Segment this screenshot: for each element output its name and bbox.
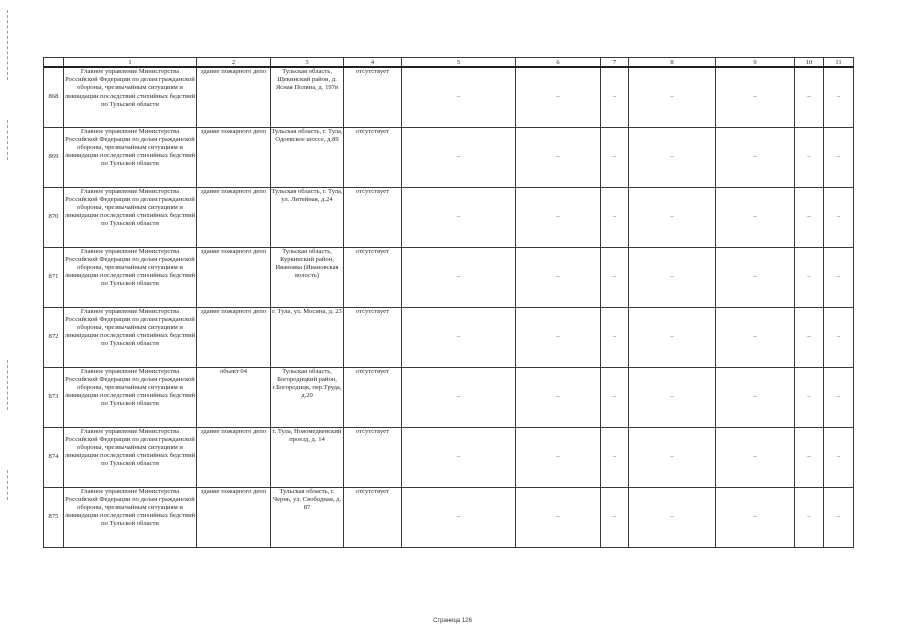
dash-cell: – (716, 127, 795, 187)
dash-cell: – (629, 307, 716, 367)
page-number: Страница 126 (433, 618, 472, 624)
header-cell: 3 (271, 58, 344, 68)
header-cell: 4 (344, 58, 402, 68)
dash-cell: – (795, 487, 824, 547)
dash-cell: – (402, 127, 516, 187)
dash-cell: – (601, 487, 629, 547)
dash-cell: – (824, 127, 854, 187)
address-cell: Тульская область, г. Тула, ул. Литейная, д.24 (271, 187, 344, 247)
dash-cell: – (516, 427, 601, 487)
dash-cell: – (402, 367, 516, 427)
object-type-cell: здание пожарного депо (197, 247, 271, 307)
dash-cell: – (601, 187, 629, 247)
object-type-cell: здание пожарного депо (197, 187, 271, 247)
header-cell-blank (44, 58, 64, 68)
table-row (44, 187, 854, 247)
header-cell: 2 (197, 58, 271, 68)
dash-cell: – (402, 487, 516, 547)
binding-edge-mark-bottom (7, 470, 9, 500)
dash-cell: – (716, 187, 795, 247)
table-row (44, 427, 854, 487)
dash-cell: – (516, 67, 601, 127)
dash-cell: – (629, 487, 716, 547)
dash-cell: – (516, 487, 601, 547)
address-cell: Тульская область, Куркинский район, Ивановка (Ивановская волость) (271, 247, 344, 307)
dash-cell: – (516, 367, 601, 427)
table-row (44, 67, 854, 127)
dash-cell: – (824, 487, 854, 547)
row-number: 874 (44, 427, 64, 487)
organization-cell: Главное управление Министерства Российской Федерации по делам гражданской обороны, чрезвычайным ситуациям и ликвидации последствий стихийных бедствий по Тульской области (64, 487, 197, 547)
status-cell: отсутствует (344, 367, 402, 427)
header-cell: 6 (516, 58, 601, 68)
dash-cell: – (716, 427, 795, 487)
status-cell: отсутствует (344, 67, 402, 127)
address-cell: Тульская область, Богородицкий район, г.Богородицк, пер.Труда, д.20 (271, 367, 344, 427)
address-cell: Тульская область, г. Тула, Одоевское шоссе, д.89 (271, 127, 344, 187)
dash-cell: – (795, 187, 824, 247)
dash-cell: – (601, 427, 629, 487)
table-row (44, 487, 854, 547)
organization-cell: Главное управление Министерства Российской Федерации по делам гражданской обороны, чрезвычайным ситуациям и ликвидации последствий стихийных бедствий по Тульской области (64, 427, 197, 487)
register-body (44, 67, 854, 547)
row-number: 870 (44, 187, 64, 247)
address-cell: г. Тула, ул. Мосина, д. 23 (271, 307, 344, 367)
object-type-cell: здание пожарного депо (197, 67, 271, 127)
dash-cell: – (629, 127, 716, 187)
row-number: 871 (44, 247, 64, 307)
status-cell: отсутствует (344, 247, 402, 307)
header-cell: 1 (64, 58, 197, 68)
dash-cell: – (716, 247, 795, 307)
dash-cell: – (402, 67, 516, 127)
dash-cell: – (795, 127, 824, 187)
header-cell: 8 (629, 58, 716, 68)
dash-cell: – (716, 67, 795, 127)
status-cell: отсутствует (344, 487, 402, 547)
column-number-row (44, 58, 854, 68)
organization-cell: Главное управление Министерства Российской Федерации по делам гражданской обороны, чрезвычайным ситуациям и ликвидации последствий стихийных бедствий по Тульской области (64, 367, 197, 427)
dash-cell: – (402, 427, 516, 487)
dash-cell: – (795, 367, 824, 427)
dash-cell: – (716, 307, 795, 367)
dash-cell: – (601, 307, 629, 367)
object-type-cell: здание пожарного депо (197, 487, 271, 547)
address-cell: г. Тула, Новомедвенский проезд, д. 14 (271, 427, 344, 487)
dash-cell: – (629, 367, 716, 427)
dash-cell: – (402, 307, 516, 367)
row-number: 875 (44, 487, 64, 547)
status-cell: отсутствует (344, 127, 402, 187)
object-type-cell: объект 04 (197, 367, 271, 427)
dash-cell: – (824, 67, 854, 127)
row-number: 869 (44, 127, 64, 187)
binding-edge-mark-middle (7, 120, 9, 160)
dash-cell: – (795, 307, 824, 367)
dash-cell: – (824, 427, 854, 487)
dash-cell: – (716, 367, 795, 427)
dash-cell: – (516, 307, 601, 367)
address-cell: Тульская область, г. Чернь, ул. Свободная, д. 87 (271, 487, 344, 547)
header-cell: 11 (824, 58, 854, 68)
register-table (43, 57, 854, 548)
dash-cell: – (601, 367, 629, 427)
dash-cell: – (795, 427, 824, 487)
object-type-cell: здание пожарного депо (197, 127, 271, 187)
dash-cell: – (629, 67, 716, 127)
header-cell: 5 (402, 58, 516, 68)
dash-cell: – (795, 247, 824, 307)
dash-cell: – (824, 247, 854, 307)
header-cell: 9 (716, 58, 795, 68)
table-row (44, 367, 854, 427)
dash-cell: – (516, 187, 601, 247)
row-number: 872 (44, 307, 64, 367)
row-number: 868 (44, 67, 64, 127)
row-number: 873 (44, 367, 64, 427)
status-cell: отсутствует (344, 427, 402, 487)
binding-edge-mark-lower (7, 360, 9, 410)
table-row (44, 307, 854, 367)
organization-cell: Главное управление Министерства Российской Федерации по делам гражданской обороны, чрезвычайным ситуациям и ликвидации последствий стихийных бедствий по Тульской области (64, 67, 197, 127)
organization-cell: Главное управление Министерства Российской Федерации по делам гражданской обороны, чрезвычайным ситуациям и ликвидации последствий стихийных бедствий по Тульской области (64, 247, 197, 307)
header-cell: 10 (795, 58, 824, 68)
organization-cell: Главное управление Министерства Российской Федерации по делам гражданской обороны, чрезвычайным ситуациям и ликвидации последствий стихийных бедствий по Тульской области (64, 187, 197, 247)
status-cell: отсутствует (344, 187, 402, 247)
object-type-cell: здание пожарного депо (197, 427, 271, 487)
table-row (44, 247, 854, 307)
dash-cell: – (824, 307, 854, 367)
dash-cell: – (516, 247, 601, 307)
dash-cell: – (629, 187, 716, 247)
dash-cell: – (402, 187, 516, 247)
status-cell: отсутствует (344, 307, 402, 367)
dash-cell: – (795, 67, 824, 127)
binding-edge-mark-top (7, 10, 9, 80)
dash-cell: – (601, 247, 629, 307)
dash-cell: – (824, 367, 854, 427)
dash-cell: – (601, 67, 629, 127)
dash-cell: – (629, 427, 716, 487)
dash-cell: – (629, 247, 716, 307)
object-type-cell: здание пожарного депо (197, 307, 271, 367)
dash-cell: – (402, 247, 516, 307)
table-row (44, 127, 854, 187)
address-cell: Тульская область, Щекинский район, д. Ясная Поляна, д. 197в (271, 67, 344, 127)
organization-cell: Главное управление Министерства Российской Федерации по делам гражданской обороны, чрезвычайным ситуациям и ликвидации последствий стихийных бедствий по Тульской области (64, 127, 197, 187)
header-cell: 7 (601, 58, 629, 68)
dash-cell: – (824, 187, 854, 247)
dash-cell: – (716, 487, 795, 547)
dash-cell: – (516, 127, 601, 187)
dash-cell: – (601, 127, 629, 187)
organization-cell: Главное управление Министерства Российской Федерации по делам гражданской обороны, чрезвычайным ситуациям и ликвидации последствий стихийных бедствий по Тульской области (64, 307, 197, 367)
